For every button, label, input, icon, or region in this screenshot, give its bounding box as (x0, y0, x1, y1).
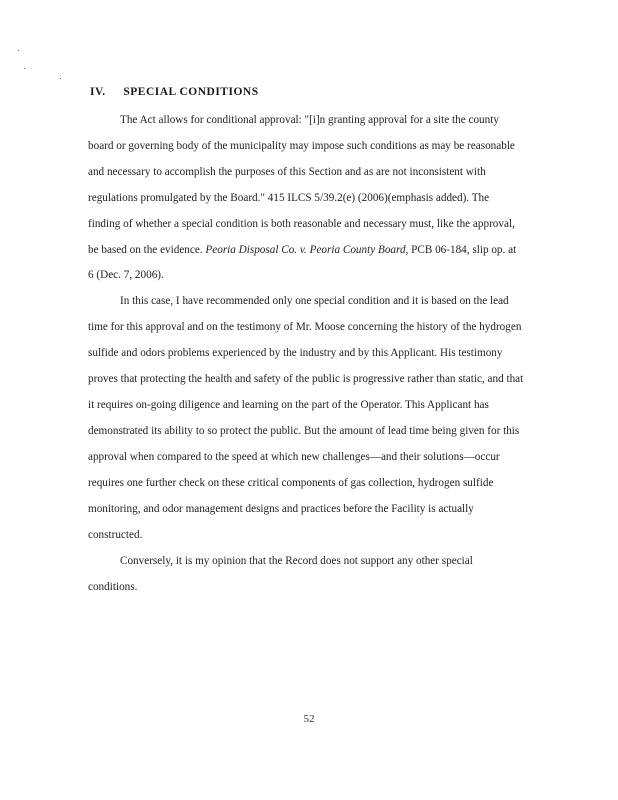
case-citation: Peoria Disposal Co. v. Peoria County Board (205, 244, 406, 256)
paragraph-line: approval when compared to the speed at which new challenges—and their solutions—occur (88, 451, 500, 463)
paragraph-line: monitoring, and odor management designs and practices before the Facility is actually (88, 503, 474, 515)
paragraph-line: finding of whether a special condition is both reasonable and necessary must, like the approval, (88, 218, 515, 230)
section-number: IV. (90, 86, 106, 98)
paragraph-line: constructed. (88, 529, 143, 541)
paragraph-line: conditions. (88, 581, 138, 593)
paragraph-line: 6 (Dec. 7, 2006). (88, 269, 164, 281)
paragraph-line (88, 243, 516, 257)
section-heading (90, 86, 259, 98)
paragraph-line: Conversely, it is my opinion that the Record does not support any other special (120, 555, 473, 567)
scan-speck (24, 68, 25, 69)
paragraph-line: proves that protecting the health and safety of the public is progressive rather than static, and that (88, 373, 524, 385)
paragraph-line: sulfide and odors problems experienced by the industry and by this Applicant. His testimony (88, 347, 503, 359)
paragraph-line: demonstrated its ability to so protect the public. But the amount of lead time being given for this (88, 425, 520, 437)
paragraph-line: time for this approval and on the testimony of Mr. Moose concerning the history of the hydrogen (88, 321, 522, 333)
paragraph-line: board or governing body of the municipality may impose such conditions as may be reasonable (88, 140, 515, 152)
scan-speck (18, 50, 19, 51)
paragraph-line: it requires on-going diligence and learning on the part of the Operator. This Applicant has (88, 399, 489, 411)
line-text: , PCB 06-184, slip op. at (405, 244, 517, 256)
line-text: be based on the evidence. (88, 244, 206, 256)
paragraph-line: In this case, I have recommended only one special condition and it is based on the lead (120, 295, 509, 307)
page-number: 52 (303, 713, 315, 725)
paragraph-line: and necessary to accomplish the purposes of this Section and as are not inconsistent with (88, 166, 486, 178)
paragraph-line: regulations promulgated by the Board." 415 ILCS 5/39.2(e) (2006)(emphasis added). The (88, 192, 490, 204)
paragraph-line: The Act allows for conditional approval: "[i]n granting approval for a site the county (120, 114, 499, 126)
paragraph-line: requires one further check on these critical components of gas collection, hydrogen sulfide (88, 477, 494, 489)
scan-speck (60, 78, 61, 79)
section-title: SPECIAL CONDITIONS (123, 86, 259, 98)
